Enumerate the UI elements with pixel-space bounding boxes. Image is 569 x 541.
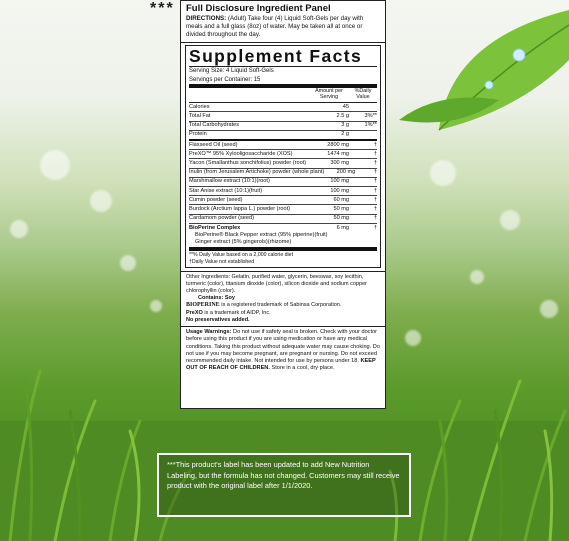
directions-text: (Adult) Take four (4) Liquid Soft-Gels per day with meals and a full glass (8oz) of water. May be taken all at once or divided throughout the day. bbox=[186, 15, 364, 39]
other-ingredients bbox=[181, 271, 385, 326]
bioperine-complex bbox=[189, 224, 377, 251]
bioperine-note: is a registered trademark of Sabinsa Corporation. bbox=[221, 302, 342, 309]
ingredient-row: Marshmallow extract (10:1)(root) 100 mg † bbox=[189, 178, 377, 187]
panel-header bbox=[181, 1, 385, 43]
ingredient-row: Burdock (Arctium lappa L.) powder (root) 50 mg † bbox=[189, 205, 377, 214]
directions-label: DIRECTIONS: bbox=[186, 15, 227, 23]
complex-row: BioPerine Complex 6 mg † bbox=[189, 224, 377, 231]
green-leaf-icon bbox=[379, 0, 569, 140]
warnings-text: Do not use if safety seal is broken. Check with your doctor before using this product if you are using medication or have any medical conditions. Taking this product without adequate water may cause choking. Do not use if you may become pregnant, are pregnant or nursing. Do not exceed recommended daily intake. Not intended for use by persons under 18. bbox=[186, 329, 380, 365]
amount-header: Amount per Serving bbox=[315, 88, 343, 101]
bioperine-logo: BIOPERINE bbox=[186, 302, 220, 309]
bokeh-light bbox=[10, 220, 28, 238]
other-ingredients-text: Other Ingredients: Gelatin, purified water, glycerin, beeswax, soy lecithin, turmeric (color), titanium dioxide (color), silicon dioxide and sodium copper chlorophyllin (color). bbox=[186, 274, 367, 295]
contains-soy: Contains: Soy bbox=[198, 295, 235, 302]
bokeh-light bbox=[90, 190, 112, 212]
footnote-dv: **% Daily Value based on a 2,000 calorie diet bbox=[189, 251, 294, 258]
prexo-name: PreXO bbox=[186, 309, 203, 316]
ingredient-panel bbox=[180, 0, 386, 409]
keep-out-of-reach: KEEP OUT OF REACH OF CHILDREN. bbox=[186, 358, 376, 372]
prexo-trademark bbox=[186, 310, 380, 317]
asterisk-marker: *** bbox=[150, 0, 175, 17]
ingredient-row: Cardamom powder (seed) 50 mg † bbox=[189, 215, 377, 224]
supplement-facts-title: Supplement Facts bbox=[189, 46, 377, 67]
ingredient-row: Inulin (from Jerusalem Artichoke) powder (whole plant) 200 mg † bbox=[189, 169, 377, 178]
warnings-label: Usage Warnings: bbox=[186, 329, 232, 336]
ingredient-row: Cumin powder (seed) 60 mg † bbox=[189, 196, 377, 205]
water-drop-icon bbox=[485, 81, 493, 89]
label-update-notice: ***This product's label has been updated to add New Nutrition Labeling, but the formula has not changed. Customers may still receive product with the original label after 1/1/2020. bbox=[157, 453, 411, 517]
ingredient-row: PreXO™ 95% Xylooligosaccharide (XOS) 1474 mg † bbox=[189, 150, 377, 159]
serving-size: Serving Size: 4 Liquid Soft-Gels bbox=[189, 68, 274, 75]
directions bbox=[186, 15, 380, 39]
supplement-facts-box bbox=[185, 45, 381, 268]
daily-value-header: %Daily Value bbox=[354, 88, 372, 101]
complex-sub-row: BioPerine® Black Pepper extract (95% piperine)(fruit) bbox=[195, 231, 328, 238]
usage-warnings bbox=[181, 326, 385, 375]
servings-per-container: Servings per Container: 15 bbox=[189, 76, 377, 89]
no-preservatives: No preservatives added. bbox=[186, 316, 250, 323]
bokeh-light bbox=[40, 150, 70, 180]
bokeh-light bbox=[500, 210, 520, 230]
bioperine-trademark bbox=[186, 302, 380, 310]
nutrient-row: Total Fat 2.5 g 3%** bbox=[189, 112, 377, 121]
nutrient-row: Calories 45 bbox=[189, 103, 377, 112]
bokeh-light bbox=[120, 255, 136, 271]
ingredient-row: Star Anise extract (10:1)(fruit) 100 mg † bbox=[189, 187, 377, 196]
ingredient-row: Yacon (Smallanthus sonchifolius) powder (root) 300 mg † bbox=[189, 159, 377, 168]
water-drop-icon bbox=[513, 49, 525, 61]
column-headers bbox=[189, 88, 377, 103]
storage-text: Store in a cool, dry place. bbox=[271, 365, 335, 372]
ingredient-row: Flaxseed Oil (seed) 2800 mg † bbox=[189, 141, 377, 150]
panel-title: Full Disclosure Ingredient Panel bbox=[186, 3, 331, 14]
complex-sub-row: Ginger extract (5% gingerols)(rhizome) bbox=[195, 238, 292, 245]
footnote-dagger: †Daily Value not established bbox=[189, 258, 255, 265]
nutrient-row: Protein 2 g bbox=[189, 131, 377, 141]
bokeh-light bbox=[430, 160, 456, 186]
nutrient-row: Total Carbohydrates 3 g 1%** bbox=[189, 122, 377, 131]
prexo-note: is a trademark of AIDP, Inc. bbox=[204, 309, 271, 316]
